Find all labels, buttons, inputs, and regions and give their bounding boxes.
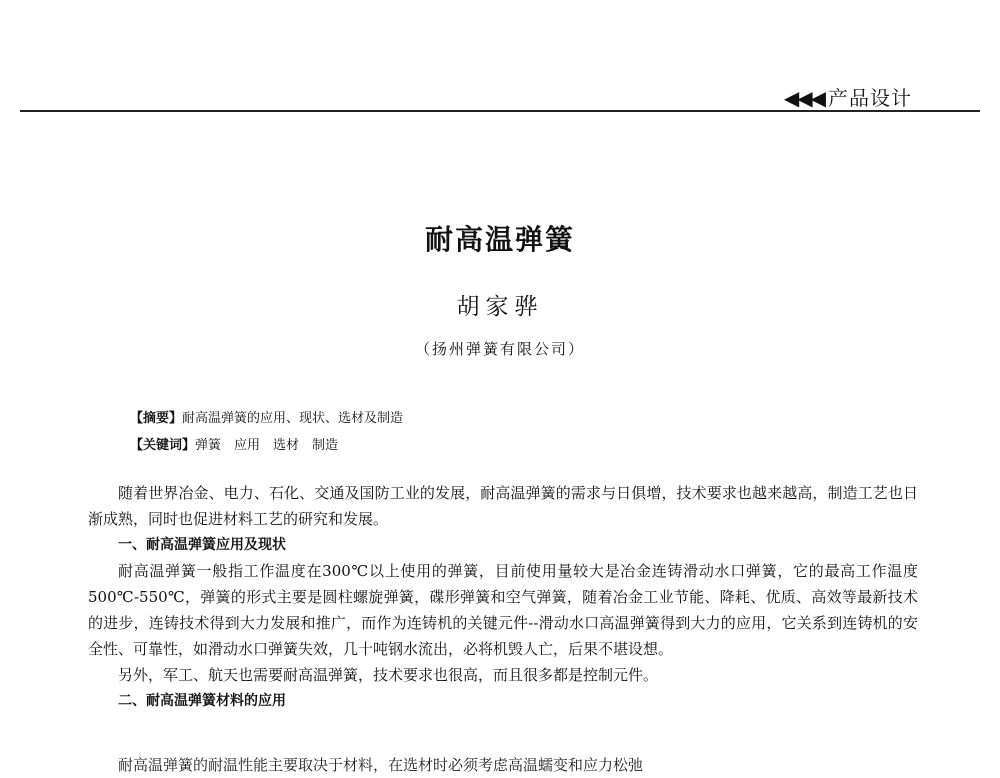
article-title: 耐高温弹簧 [424, 223, 575, 256]
abstract-text: 耐高温弹簧的应用、现状、选材及制造 [182, 411, 404, 426]
abstract-tag: 【摘要】 [130, 411, 183, 426]
running-header [784, 82, 912, 111]
header-rule [20, 110, 980, 112]
truncated-paragraph: 耐高温弹簧的耐温性能主要取决于材料，在选材时必须考虑高温蠕变和应力松弛 [118, 756, 644, 774]
intro-paragraph: 随着世界冶金、电力、石化、交通及国防工业的发展，耐高温弹簧的需求与日俱增，技术要求也越来越高，制造工艺也日渐成熟，同时也促进材料工艺的研究和发展。 [88, 484, 918, 528]
body-paragraph-1: 耐高温弹簧一般指工作温度在300℃以上使用的弹簧，目前使用量较大是冶金连铸滑动水口弹簧，它的最高工作温度500℃-550℃，弹簧的形式主要是圆柱螺旋弹簧，碟形弹簧和空气弹簧，随着冶金工业节能、降耗、优质、高效等最新技术的进步，连铸技术得到大力发展和推广，而作为连铸机的关键元件--滑动水口高温弹簧得到大力的应用，它关系到连铸机的安全性、可靠性，如滑动水口弹簧失效，几十吨钢水流出，必将机毁人亡，后果不堪设想。 [88, 562, 918, 658]
keywords-text: 弹簧 应用 选材 制造 [195, 438, 339, 453]
article-body [88, 480, 918, 714]
article-affiliation: （扬州弹簧有限公司） [414, 340, 585, 358]
article-author: 胡家骅 [456, 294, 544, 320]
section-marker-icon: ◀◀◀ [783, 86, 824, 110]
section-title: 产品设计 [828, 86, 912, 110]
keywords [130, 434, 338, 453]
keywords-tag: 【关键词】 [130, 438, 196, 453]
section-heading-1: 一、耐高温弹簧应用及现状 [118, 537, 286, 553]
body-paragraph-2: 另外，军工、航天也需要耐高温弹簧，技术要求也很高，而且很多都是控制元件。 [118, 666, 659, 684]
section-heading-2: 二、耐高温弹簧材料的应用 [118, 693, 286, 709]
abstract [130, 407, 403, 426]
